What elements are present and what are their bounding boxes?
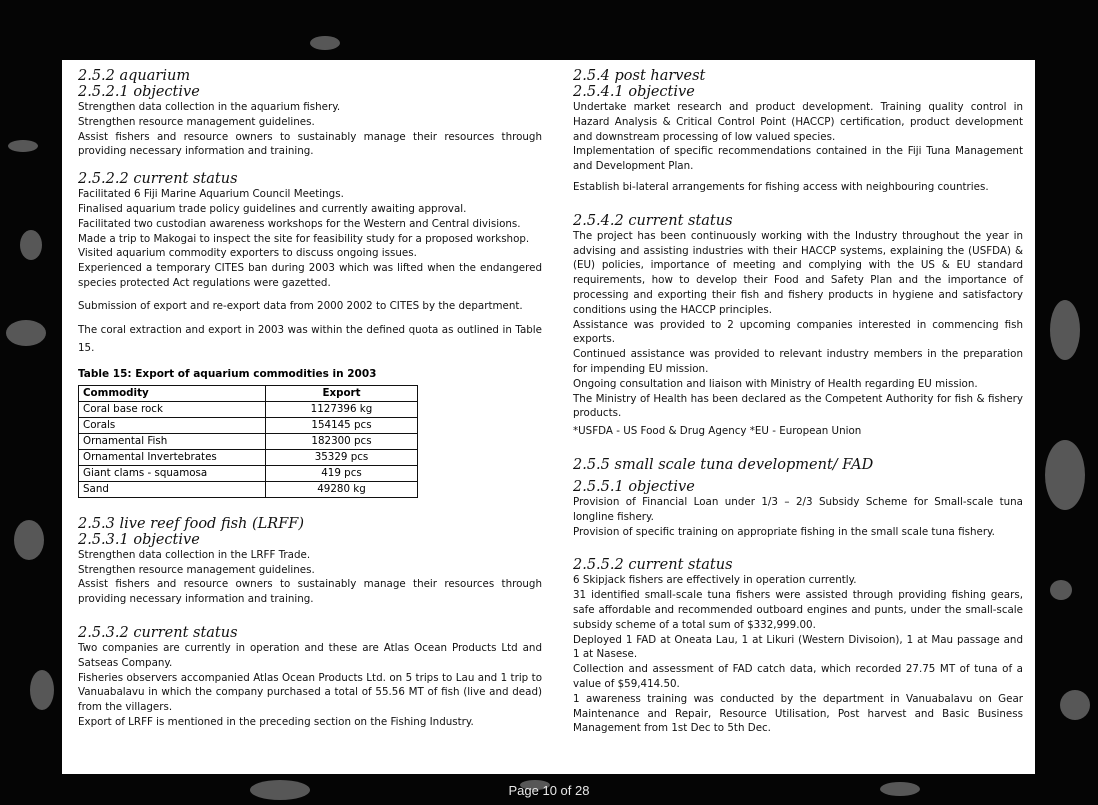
subheading-small-scale-status: 2.5.5.2 current status (573, 557, 733, 574)
table-cell: 182300 pcs (266, 433, 418, 449)
paragraph: 6 Skipjack fishers are effectively in operation currently. (573, 574, 857, 587)
paragraph: Strengthen data collection in the LRFF Trade. (78, 548, 311, 561)
table-cell: 49280 kg (266, 481, 418, 497)
table-header-row (79, 385, 418, 401)
paragraph: Made a trip to Makogai to inspect the site for feasibility study for a proposed workshop. (78, 232, 530, 245)
left-column (78, 68, 542, 730)
section-heading-aquarium: 2.5.2 aquarium (78, 68, 191, 84)
table-cell: 1127396 kg (266, 401, 418, 417)
table-cell: Corals (79, 417, 266, 433)
section-heading-small-scale-tuna: 2.5.5 small scale tuna development/ FAD (573, 456, 874, 473)
paragraph: Establish bi-lateral arrangements for fishing access with neighbouring countries. (573, 180, 989, 193)
paragraph: 1 awareness training was conducted by the department in Vanuabalavu on Gear Maintenance and Repair, Resource Utilisation, Post harvest and Basic Business Management from 1st Dec to 5th Dec. (573, 692, 1023, 735)
paragraph: Assist fishers and resource owners to sustainably manage their resources through providing necessary information and training. (78, 578, 542, 606)
subheading-small-scale-objective: 2.5.5.1 objective (573, 478, 695, 495)
table-row (79, 449, 418, 465)
subheading-post-harvest-status: 2.5.4.2 current status (573, 212, 733, 229)
paragraph: Provision of specific training on appropriate fishing in the small scale tuna fishery. (573, 525, 995, 538)
paragraph: Undertake market research and product development. Training quality control in Hazard Analysis & Critical Control Point (HACCP) certification, product development and downstream processing of low valued species. (573, 101, 1023, 143)
subheading-post-harvest-objective: 2.5.4.1 objective (573, 84, 695, 100)
paragraph: Submission of export and re-export data from 2000 2002 to CITES by the department. (78, 299, 523, 312)
table-cell: Sand (79, 481, 266, 497)
paragraph: The project has been continuously working with the Industry throughout the year in advising and assisting industries with their HACCP systems, explaining the (USFDA) & (EU) policies, importance of meeting and complying with the US & EU standard requirements, how to develop their Food and Safety Plan and the importance of processing and exporting their fish and fishery products in hygiene and satisfactory conditions using the HACCP principles. (573, 229, 1023, 316)
paragraph: Experienced a temporary CITES ban during 2003 which was lifted when the endangered species protected Act regulations were gazetted. (78, 262, 542, 289)
paragraph: Strengthen data collection in the aquarium fishery. (78, 101, 341, 113)
paragraph: Facilitated two custodian awareness workshops for the Western and Central divisions. (78, 217, 521, 230)
subheading-aquarium-status: 2.5.2.2 current status (78, 171, 238, 188)
footnote: *USFDA - US Food & Drug Agency *EU - European Union (573, 425, 862, 438)
table-caption: Table 15: Export of aquarium commodities in 2003 (78, 367, 377, 380)
table-row (79, 433, 418, 449)
paragraph: Two companies are currently in operation and these are Atlas Ocean Products Ltd and Satseas Company. (78, 641, 542, 669)
paragraph: Finalised aquarium trade policy guidelines and currently awaiting approval. (78, 202, 467, 215)
document-page (62, 60, 1035, 774)
subheading-aquarium-objective: 2.5.2.1 objective (78, 84, 200, 100)
paragraph: Fisheries observers accompanied Atlas Ocean Products Ltd. on 5 trips to Lau and 1 trip to Vanuabalavu in which the company purchased a total of 55.56 MT of fish (live and dead) from the villagers. (78, 671, 542, 714)
paragraph: Collection and assessment of FAD catch data, which recorded 27.75 MT of tuna of a value of $59,414.50. (573, 663, 1023, 690)
export-table (78, 385, 418, 498)
paragraph: Assistance was provided to 2 upcoming companies interested in commencing fish exports. (573, 318, 1023, 346)
page-indicator: Page 10 of 28 (508, 783, 590, 798)
table-cell: 154145 pcs (266, 417, 418, 433)
right-column (573, 68, 1023, 736)
column-header: Commodity (79, 385, 266, 401)
table-cell: Giant clams - squamosa (79, 465, 266, 481)
paragraph: Ongoing consultation and liaison with Ministry of Health regarding EU mission. (573, 377, 978, 390)
paragraph: Export of LRFF is mentioned in the preceding section on the Fishing Industry. (78, 715, 474, 728)
table-row (79, 481, 418, 497)
table-row (79, 401, 418, 417)
paragraph: 31 identified small-scale tuna fishers were assisted through providing fishing gears, safe affordable and recommended outboard engines and punts, under the small-scale subsidy scheme of a total sum of $332,999.00. (573, 589, 1023, 631)
section-heading-post-harvest: 2.5.4 post harvest (573, 68, 706, 84)
table-row (79, 417, 418, 433)
table-cell: 35329 pcs (266, 449, 418, 465)
table-cell: Ornamental Fish (79, 433, 266, 449)
table-cell: Coral base rock (79, 401, 266, 417)
paragraph: Strengthen resource management guidelines. (78, 563, 315, 576)
paragraph: Facilitated 6 Fiji Marine Aquarium Council Meetings. (78, 188, 344, 201)
table-cell: Ornamental Invertebrates (79, 449, 266, 465)
section-heading-lrff: 2.5.3 live reef food fish (LRFF) (78, 515, 304, 532)
table-row (79, 465, 418, 481)
paragraph: Implementation of specific recommendations contained in the Fiji Tuna Management and Development Plan. (573, 145, 1023, 173)
paragraph: Provision of Financial Loan under 1/3 – 2/3 Subsidy Scheme for Small-scale tuna longline fishery. (573, 495, 1023, 523)
paragraph: The coral extraction and export in 2003 was within the defined quota as outlined in Table 15. (78, 323, 542, 354)
paragraph: Strengthen resource management guidelines. (78, 115, 315, 128)
paragraph: Visited aquarium commodity exporters to discuss ongoing issues. (78, 247, 417, 260)
table-cell: 419 pcs (266, 465, 418, 481)
column-header: Export (266, 385, 418, 401)
paragraph: Continued assistance was provided to relevant industry members in the preparation for impending EU mission. (573, 348, 1023, 375)
subheading-lrff-status: 2.5.3.2 current status (78, 624, 238, 641)
paragraph: Deployed 1 FAD at Oneata Lau, 1 at Likuri (Western Divisoion), 1 at Mau passage and 1 at Nasese. (573, 633, 1023, 661)
paragraph: Assist fishers and resource owners to sustainably manage their resources through providing necessary information and training. (78, 130, 542, 158)
subheading-lrff-objective: 2.5.3.1 objective (78, 531, 200, 548)
paragraph: The Ministry of Health has been declared as the Competent Authority for fish & fishery products. (573, 392, 1023, 420)
